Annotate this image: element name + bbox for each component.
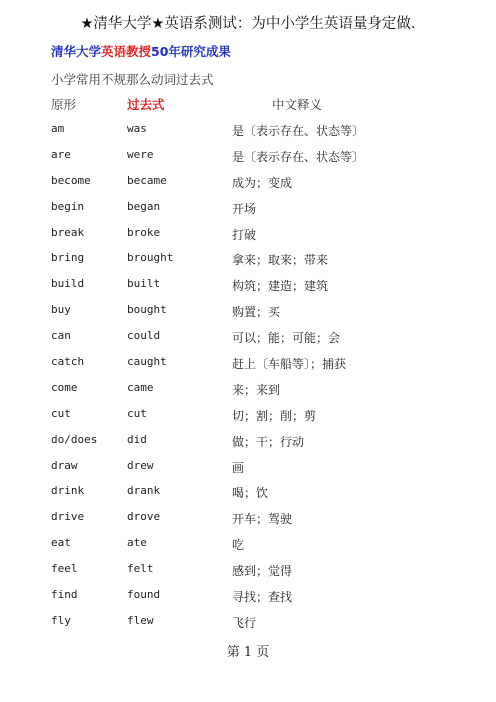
table-row <box>0 200 496 226</box>
subtitle <box>51 42 231 60</box>
verb-meaning: 拿来；取来；带来 <box>232 253 329 268</box>
verb-base-form: draw <box>51 458 78 472</box>
verb-past-form: found <box>127 588 161 602</box>
verb-past-form: could <box>127 329 161 343</box>
verb-past-form: became <box>127 173 167 187</box>
verb-meaning: 打破 <box>232 227 257 242</box>
verb-meaning: 可以；能；可能；会 <box>232 331 341 346</box>
table-row <box>0 122 496 148</box>
verb-base-form: drive <box>51 510 85 524</box>
verb-table <box>0 122 496 640</box>
verb-base-form: break <box>51 225 85 239</box>
verb-past-form: drank <box>127 484 161 498</box>
verb-base-form: come <box>51 380 78 394</box>
table-row <box>0 588 496 614</box>
verb-past-form: drew <box>127 458 154 472</box>
verb-meaning: 开场 <box>232 201 257 216</box>
verb-meaning: 是〔表示存在、状态等〕 <box>232 149 365 164</box>
verb-base-form: fly <box>51 613 71 627</box>
verb-meaning: 赶上〔车船等〕；捕获 <box>232 357 347 372</box>
table-row <box>0 614 496 640</box>
section-title: 小学常用不规那么动词过去式 <box>51 72 214 87</box>
table-row <box>0 510 496 536</box>
table-row <box>0 407 496 433</box>
table-row <box>0 174 496 200</box>
verb-meaning: 购置；买 <box>232 305 281 320</box>
column-header-base: 原形 <box>51 97 77 112</box>
table-row <box>0 329 496 355</box>
table-row <box>0 381 496 407</box>
verb-meaning: 感到；觉得 <box>232 564 293 579</box>
document-header: ★清华大学★英语系测试：为中小学生英语量身定做. <box>80 16 416 32</box>
verb-past-form: built <box>127 277 161 291</box>
verb-meaning: 开车；驾驶 <box>232 512 293 527</box>
verb-meaning: 构筑；建造；建筑 <box>232 279 329 294</box>
verb-past-form: was <box>127 122 147 135</box>
verb-base-form: do/does <box>51 432 98 446</box>
table-row <box>0 433 496 459</box>
verb-past-form: did <box>127 432 147 446</box>
verb-past-form: were <box>127 147 154 161</box>
verb-meaning: 画 <box>232 460 245 475</box>
verb-past-form: came <box>127 380 154 394</box>
table-row <box>0 251 496 277</box>
verb-base-form: drink <box>51 484 85 498</box>
verb-meaning: 吃 <box>232 538 245 553</box>
verb-base-form: feel <box>51 562 78 576</box>
verb-meaning: 飞行 <box>232 615 257 630</box>
verb-base-form: are <box>51 147 71 161</box>
verb-base-form: bring <box>51 251 85 265</box>
table-row <box>0 355 496 381</box>
table-row <box>0 484 496 510</box>
table-row <box>0 536 496 562</box>
verb-past-form: drove <box>127 510 161 524</box>
verb-past-form: bought <box>127 303 167 317</box>
verb-meaning: 是〔表示存在、状态等〕 <box>232 124 365 138</box>
verb-past-form: cut <box>127 406 147 420</box>
verb-meaning: 切；割；削；剪 <box>232 408 317 423</box>
column-header-meaning: 中文释义 <box>272 97 323 112</box>
verb-base-form: build <box>51 277 85 291</box>
verb-base-form: catch <box>51 355 85 369</box>
verb-meaning: 来；来到 <box>232 382 281 397</box>
verb-meaning: 寻找；查找 <box>232 590 293 605</box>
verb-base-form: eat <box>51 536 71 550</box>
verb-base-form: become <box>51 173 91 187</box>
table-row <box>0 459 496 485</box>
table-row <box>0 277 496 303</box>
verb-past-form: felt <box>127 562 154 576</box>
verb-past-form: broke <box>127 225 161 239</box>
verb-past-form: brought <box>127 251 174 265</box>
subtitle-part-1: 清华大学 <box>51 44 102 59</box>
verb-meaning: 喝；饮 <box>232 486 269 501</box>
verb-base-form: begin <box>51 199 85 213</box>
column-header-past: 过去式 <box>127 97 165 112</box>
page-number: 第 1 页 <box>226 645 270 660</box>
verb-base-form: cut <box>51 406 71 420</box>
verb-past-form: ate <box>127 536 147 550</box>
verb-past-form: began <box>127 199 161 213</box>
verb-meaning: 成为；变成 <box>232 175 293 190</box>
verb-base-form: can <box>51 329 71 343</box>
table-row <box>0 226 496 252</box>
table-row <box>0 148 496 174</box>
table-row <box>0 303 496 329</box>
verb-past-form: caught <box>127 355 167 369</box>
subtitle-part-3: 50年研究成果 <box>151 44 231 59</box>
verb-base-form: find <box>51 588 78 602</box>
verb-base-form: buy <box>51 303 71 317</box>
verb-meaning: 做；干；行动 <box>232 434 305 449</box>
subtitle-part-2: 英语教授 <box>101 44 152 59</box>
verb-base-form: am <box>51 122 65 135</box>
table-row <box>0 562 496 588</box>
verb-past-form: flew <box>127 613 154 627</box>
